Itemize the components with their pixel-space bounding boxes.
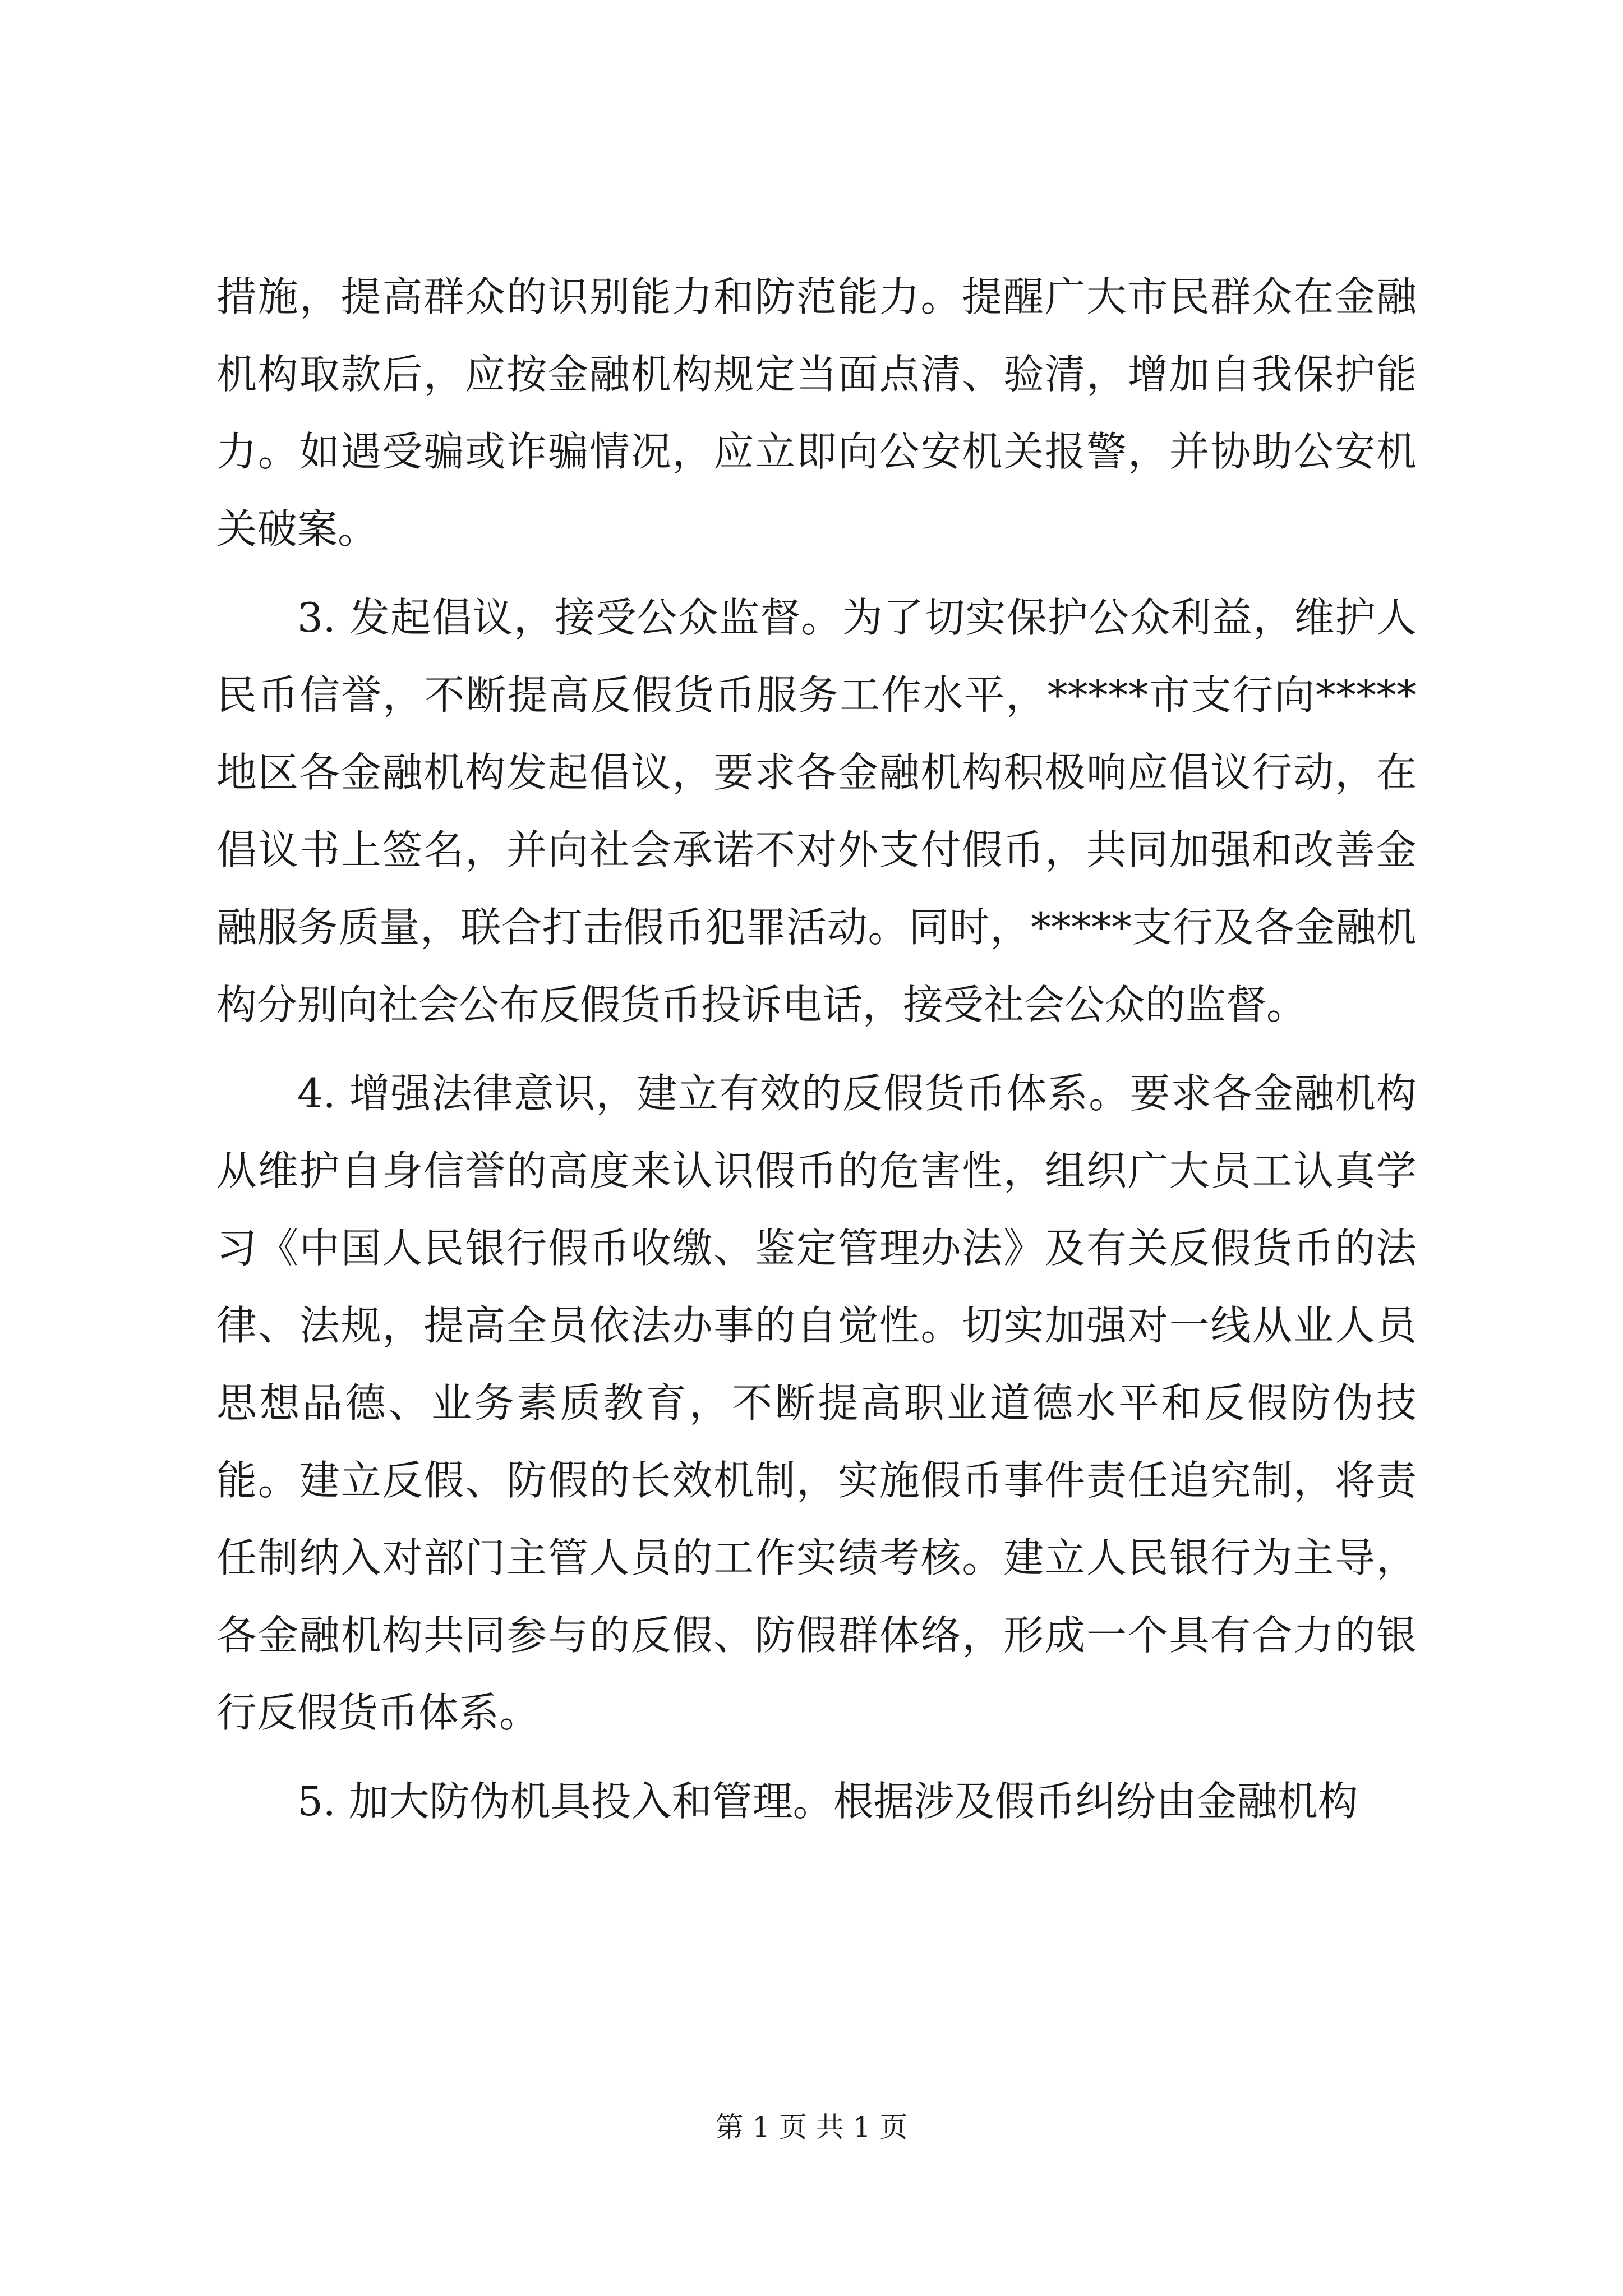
paragraph-4: 5. 加大防伪机具投入和管理。根据涉及假币纠纷由金融机构 xyxy=(297,1778,1358,1825)
paragraph-spacer xyxy=(216,1043,1417,1055)
paragraph-3: 4. 增强法律意识，建立有效的反假货币体系。要求各金融机构从维护自身信誉的高度来认识假币的危害性，组织广大员工认真学习《中国人民银行假币收缴、鉴定管理办法》及有关反假货币的法律、法规，提高全员依法办事的自觉性。切实加强对一线从业人员思想品德、业务素质教育，不断提高职业道德水平和反假防伪技能。建立反假、防假的长效机制，实施假币事件责任追究制，将责任制纳入对部门主管人员的工作实绩考核。建立人民银行为主导，各金融机构共同参与的反假、防假群体络，形成一个具有合力的银行反假货币体系。 xyxy=(216,1070,1417,1736)
document-body xyxy=(216,258,1417,1840)
paragraph-spacer xyxy=(216,1751,1417,1763)
page-footer: 第 1 页 共 1 页 xyxy=(715,2111,908,2143)
paragraph-2: 3. 发起倡议，接受公众监督。为了切实保护公众利益，维护人民币信誉，不断提高反假货币服务工作水平，*****市支行向*****地区各金融机构发起倡议，要求各金融机构积极响应倡议行动，在倡议书上签名，并向社会承诺不对外支付假币，共同加强和改善金融服务质量，联合打击假币犯罪活动。同时，*****支行及各金融机构分别向社会公布反假货币投诉电话，接受社会公众的监督。 xyxy=(216,594,1417,1028)
paragraph-spacer xyxy=(216,568,1417,579)
paragraph-1: 措施，提高群众的识别能力和防范能力。提醒广大市民群众在金融机构取款后，应按金融机构规定当面点清、验清，增加自我保护能力。如遇受骗或诈骗情况，应立即向公安机关报警，并协助公安机关破案。 xyxy=(216,273,1417,553)
